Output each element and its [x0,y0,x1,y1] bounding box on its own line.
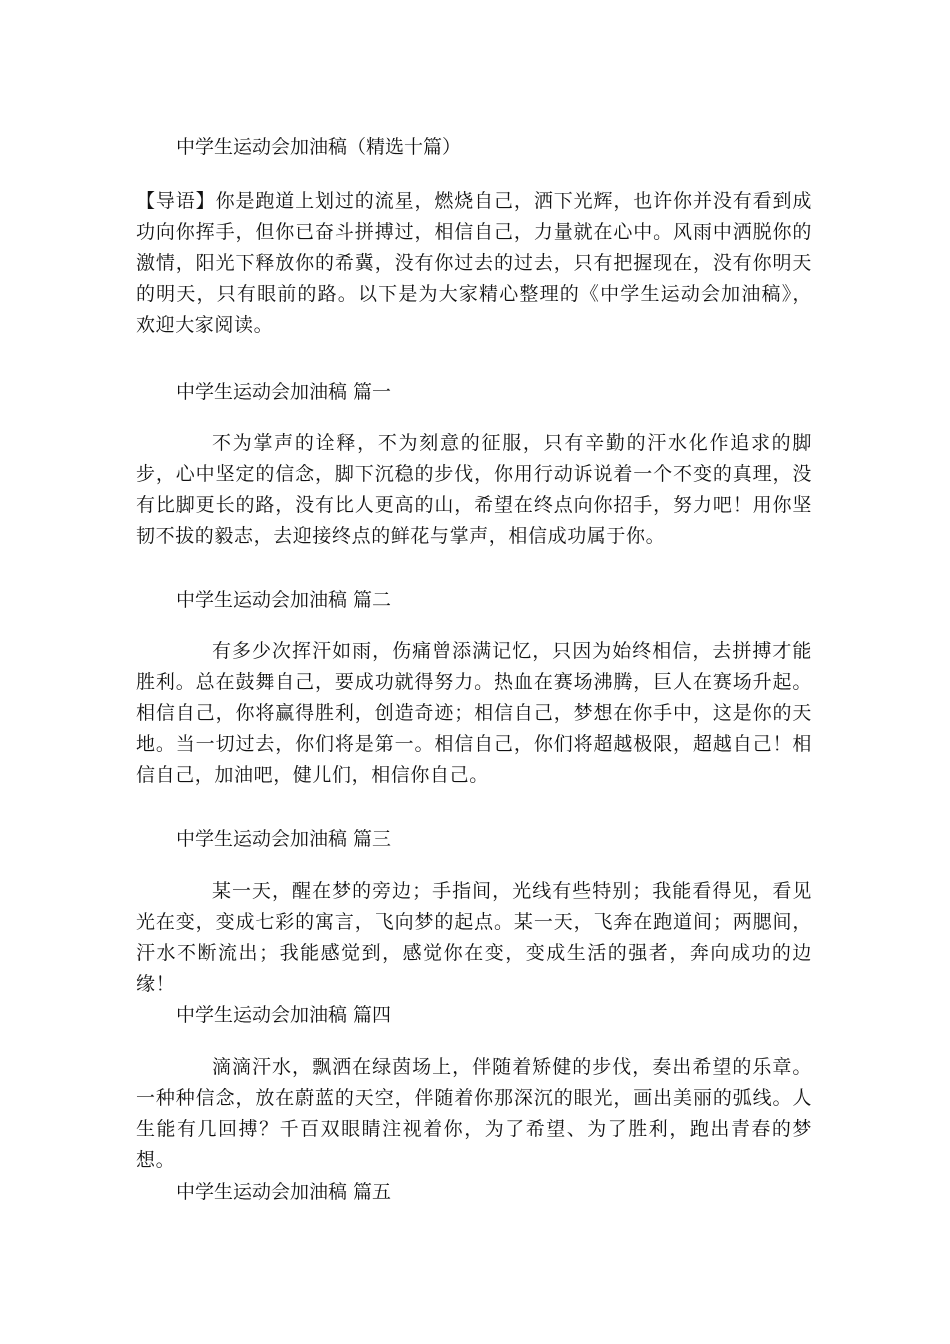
section-body-4: 滴滴汗水，飘洒在绿茵场上，伴随着矫健的步伐，奏出希望的乐章。一种种信念，放在蔚蓝的天空，伴随着你那深沉的眼光，画出美丽的弧线。人生能有几回搏？千百双眼睛注视着你，为了希望、为了胜利，跑出青春的梦想。 [136,1056,812,1171]
section-heading-2: 中学生运动会加油稿 篇二 [176,589,392,611]
section-heading-1: 中学生运动会加油稿 篇一 [176,381,392,403]
document-title: 中学生运动会加油稿（精选十篇） [176,136,462,158]
section-heading-3: 中学生运动会加油稿 篇三 [176,828,392,850]
section-heading-4: 中学生运动会加油稿 篇四 [176,1004,392,1026]
section-heading-5: 中学生运动会加油稿 篇五 [176,1181,392,1203]
section-body-3: 某一天，醒在梦的旁边；手指间，光线有些特别；我能看得见，看见光在变，变成七彩的寓言，飞向梦的起点。某一天，飞奔在跑道间；两腮间，汗水不断流出；我能感觉到，感觉你在变，变成生活的强者，奔向成功的边缘！ [136,880,812,995]
section-body-1: 不为掌声的诠释，不为刻意的征服，只有辛勤的汗水化作追求的脚步，心中坚定的信念，脚下沉稳的步伐，你用行动诉说着一个不变的真理，没有比脚更长的路，没有比人更高的山，希望在终点向你招手，努力吧！用你坚韧不拔的毅志，去迎接终点的鲜花与掌声，相信成功属于你。 [136,432,812,547]
section-body-2: 有多少次挥汗如雨，伤痛曾添满记忆，只因为始终相信，去拼搏才能胜利。总在鼓舞自己，要成功就得努力。热血在赛场沸腾，巨人在赛场升起。相信自己，你将赢得胜利，创造奇迹；相信自己，梦想在你手中，这是你的天地。当一切过去，你们将是第一。相信自己，你们将超越极限，超越自己！相信自己，加油吧，健儿们，相信你自己。 [136,640,812,786]
intro-paragraph: 【导语】你是跑道上划过的流星，燃烧自己，洒下光辉，也许你并没有看到成功向你挥手，但你已奋斗拼搏过，相信自己，力量就在心中。风雨中洒脱你的激情，阳光下释放你的希冀，没有你过去的过去，只有把握现在，没有你明天的明天，只有眼前的路。以下是为大家精心整理的《中学生运动会加油稿》，欢迎大家阅读。 [136,190,812,336]
